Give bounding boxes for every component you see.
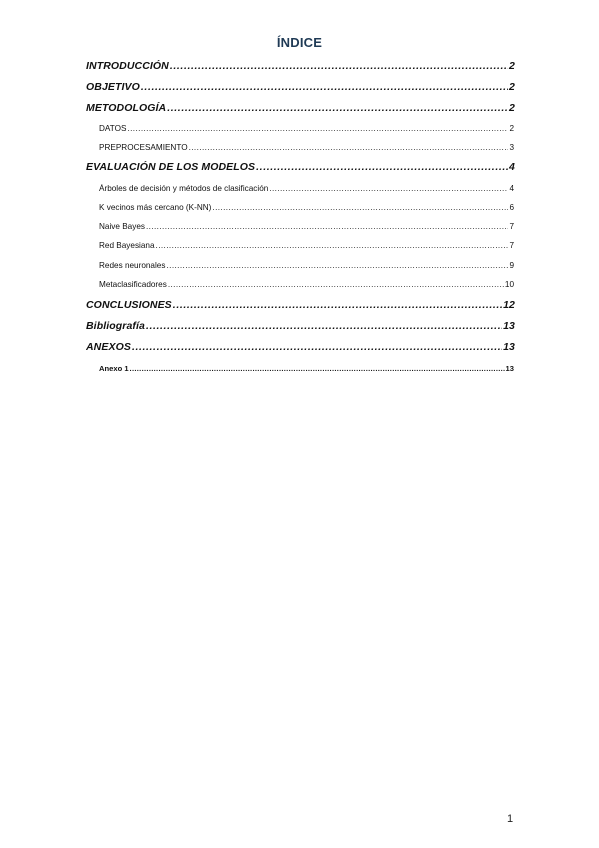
toc-entry-page: 13	[505, 364, 514, 373]
toc-leader-dots	[168, 280, 504, 289]
toc-entry-metaclasificadores[interactable]	[99, 280, 514, 289]
toc-entry-page: 12	[503, 299, 515, 311]
toc-entry-page: 13	[503, 320, 515, 332]
toc-leader-dots	[166, 261, 508, 270]
toc-leader-dots	[146, 320, 502, 332]
toc-entry-page: 2	[509, 102, 515, 114]
toc-entry-label: METODOLOGÍA	[86, 102, 167, 114]
toc-entry-page: 3	[509, 143, 514, 152]
toc-leader-dots	[212, 203, 508, 212]
toc-entry-page: 2	[509, 60, 515, 72]
toc-entry-label: Bibliografía	[86, 320, 145, 332]
toc-entry-introduccion[interactable]	[86, 60, 515, 72]
toc-leader-dots	[167, 102, 508, 114]
toc-leader-dots	[141, 81, 508, 93]
toc-entry-page: 4	[509, 161, 515, 173]
toc-entry-label: INTRODUCCIÓN	[86, 60, 169, 72]
toc-entry-label: EVALUACIÓN DE LOS MODELOS	[86, 161, 256, 173]
toc-entry-label: Metaclasificadores	[99, 280, 167, 289]
toc-entry-page: 13	[503, 341, 515, 353]
toc-entry-label: CONCLUSIONES	[86, 299, 172, 311]
toc-entry-page: 2	[509, 124, 514, 133]
toc-entry-conclusiones[interactable]	[86, 299, 515, 311]
page-number: 1	[507, 813, 514, 825]
toc-entry-label: Redes neuronales	[99, 261, 166, 270]
toc-entry-page: 7	[509, 222, 514, 231]
toc-entry-label: Árboles de decisión y métodos de clasificación	[99, 184, 269, 193]
toc-leader-dots	[173, 299, 502, 311]
toc-entry-page: 10	[504, 280, 514, 289]
toc-entry-red-bayesiana[interactable]	[99, 241, 514, 250]
toc-leader-dots	[132, 341, 502, 353]
toc-entry-label: Red Bayesiana	[99, 241, 155, 250]
toc-entry-bibliografia[interactable]	[86, 320, 515, 332]
toc-entry-anexo-1[interactable]	[99, 364, 514, 373]
toc-entry-objetivo[interactable]	[86, 81, 515, 93]
toc-leader-dots	[127, 124, 508, 133]
toc-entry-preprocesamiento[interactable]	[99, 143, 514, 152]
toc-entry-evaluacion-modelos[interactable]	[86, 161, 515, 173]
toc-leader-dots	[256, 161, 508, 173]
toc-entry-label: DATOS	[99, 124, 127, 133]
toc-entry-redes-neuronales[interactable]	[99, 261, 514, 270]
toc-entry-page: 9	[509, 261, 514, 270]
toc-leader-dots	[170, 60, 508, 72]
toc-entry-label: PREPROCESAMIENTO	[99, 143, 188, 152]
toc-leader-dots	[156, 241, 509, 250]
toc-entry-datos[interactable]	[99, 124, 514, 133]
toc-entry-label: Anexo 1	[99, 364, 129, 373]
toc-entry-label: OBJETIVO	[86, 81, 140, 93]
toc-entry-metodologia[interactable]	[86, 102, 515, 114]
toc-entry-naive-bayes[interactable]	[99, 222, 514, 231]
toc-entry-knn[interactable]	[99, 203, 514, 212]
toc-leader-dots	[146, 222, 508, 231]
toc-leader-dots	[130, 364, 505, 373]
toc-entry-anexos[interactable]	[86, 341, 515, 353]
toc-entry-page: 6	[509, 203, 514, 212]
toc-entry-arboles-decision[interactable]	[99, 184, 514, 193]
toc-entry-label: K vecinos más cercano (K-NN)	[99, 203, 212, 212]
toc-entry-page: 4	[509, 184, 514, 193]
toc-leader-dots	[189, 143, 509, 152]
toc-entry-page: 2	[509, 81, 515, 93]
toc-title: ÍNDICE	[276, 35, 323, 50]
toc-entry-page: 7	[509, 241, 514, 250]
toc-entry-label: Naive Bayes	[99, 222, 145, 231]
toc-entry-label: ANEXOS	[86, 341, 131, 353]
toc-leader-dots	[269, 184, 508, 193]
